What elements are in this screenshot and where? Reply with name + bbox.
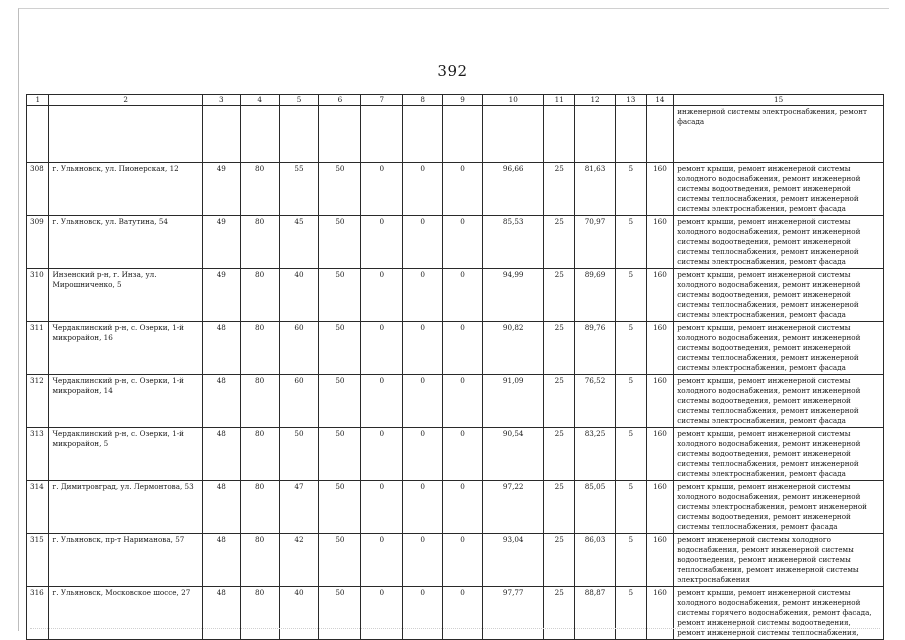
cell-c12: 83,25	[575, 428, 616, 481]
cell-c10: 85,53	[483, 216, 544, 269]
column-header-1: 1	[27, 95, 49, 106]
cell-c6: 50	[319, 428, 361, 481]
column-header-4: 4	[240, 95, 279, 106]
cell-c14: 160	[646, 322, 674, 375]
cell-c9: 0	[443, 534, 483, 587]
cell-c8: 0	[403, 375, 443, 428]
cell-c11: 25	[544, 216, 575, 269]
cell-c14: 160	[646, 428, 674, 481]
cell-c8: 0	[403, 322, 443, 375]
cell-c8	[403, 106, 443, 163]
cell-c6: 50	[319, 163, 361, 216]
cell-c10: 97,22	[483, 481, 544, 534]
cell-c10: 97,77	[483, 587, 544, 640]
table-row	[27, 428, 884, 481]
cell-c6: 50	[319, 216, 361, 269]
cell-c13: 5	[615, 322, 646, 375]
cell-c14: 160	[646, 269, 674, 322]
cell-c5	[279, 106, 319, 163]
table-row	[27, 322, 884, 375]
cell-c9: 0	[443, 216, 483, 269]
cell-c13: 5	[615, 587, 646, 640]
cell-c9: 0	[443, 322, 483, 375]
cell-c2	[49, 106, 202, 163]
cell-c12: 70,97	[575, 216, 616, 269]
cell-c2: Чердаклинский р-н, с. Озерки, 1-й микрорайон, 5	[49, 428, 202, 481]
cell-c4: 80	[240, 163, 279, 216]
cell-c2: Инзенский р-н, г. Инза, ул. Мирошниченко, 5	[49, 269, 202, 322]
column-header-9: 9	[443, 95, 483, 106]
table-row	[27, 375, 884, 428]
cell-c4: 80	[240, 269, 279, 322]
column-header-2: 2	[49, 95, 202, 106]
cell-c5: 42	[279, 534, 319, 587]
column-header-6: 6	[319, 95, 361, 106]
cell-c2: г. Ульяновск, ул. Ватутина, 54	[49, 216, 202, 269]
cell-c8: 0	[403, 534, 443, 587]
cell-c8: 0	[403, 269, 443, 322]
cell-c7: 0	[361, 269, 403, 322]
cell-c11: 25	[544, 481, 575, 534]
cell-c6: 50	[319, 481, 361, 534]
header-row	[27, 95, 884, 106]
cell-c7: 0	[361, 322, 403, 375]
cell-c11: 25	[544, 428, 575, 481]
cell-c11: 25	[544, 375, 575, 428]
cell-c2: г. Ульяновск, пр-т Нариманова, 57	[49, 534, 202, 587]
cell-c9: 0	[443, 163, 483, 216]
cell-c5: 40	[279, 269, 319, 322]
cell-c10: 94,99	[483, 269, 544, 322]
cell-c4	[240, 106, 279, 163]
cell-c1: 312	[27, 375, 49, 428]
cell-c14: 160	[646, 216, 674, 269]
cell-c13: 5	[615, 163, 646, 216]
cell-c1	[27, 106, 49, 163]
cell-c15: ремонт крыши, ремонт инженерной системы холодного водоснабжения, ремонт инженерной системы водоотведения, ремонт инженерной системы теплоснабжения, ремонт инженерной системы электроснабжения, ремонт фасада	[674, 269, 884, 322]
cell-c8: 0	[403, 481, 443, 534]
cell-c1: 315	[27, 534, 49, 587]
cell-c13: 5	[615, 216, 646, 269]
cell-c8: 0	[403, 216, 443, 269]
cell-c12	[575, 106, 616, 163]
cell-c9: 0	[443, 269, 483, 322]
cell-c11: 25	[544, 534, 575, 587]
column-header-7: 7	[361, 95, 403, 106]
column-header-10: 10	[483, 95, 544, 106]
cell-c2: г. Ульяновск, Московское шоссе, 27	[49, 587, 202, 640]
cell-c6: 50	[319, 269, 361, 322]
footer-scan-line	[30, 628, 880, 631]
cell-c5: 55	[279, 163, 319, 216]
column-header-5: 5	[279, 95, 319, 106]
cell-c3: 48	[202, 375, 240, 428]
cell-c4: 80	[240, 216, 279, 269]
cell-c5: 60	[279, 322, 319, 375]
cell-c4: 80	[240, 375, 279, 428]
cell-c2: Чердаклинский р-н, с. Озерки, 1-й микрорайон, 14	[49, 375, 202, 428]
cell-c3: 48	[202, 587, 240, 640]
table-row	[27, 481, 884, 534]
cell-c1: 311	[27, 322, 49, 375]
cell-c13: 5	[615, 269, 646, 322]
cell-c12: 89,76	[575, 322, 616, 375]
cell-c2: г. Ульяновск, ул. Пионерская, 12	[49, 163, 202, 216]
cell-c7: 0	[361, 587, 403, 640]
cell-c7: 0	[361, 163, 403, 216]
continuation-row	[27, 106, 884, 163]
cell-c14: 160	[646, 163, 674, 216]
cell-c5: 45	[279, 216, 319, 269]
cell-c7: 0	[361, 216, 403, 269]
cell-c13: 5	[615, 534, 646, 587]
cell-c15: ремонт крыши, ремонт инженерной системы холодного водоснабжения, ремонт инженерной системы электроснабжения, ремонт инженерной системы водоотведения, ремонт инженерной системы теплоснабжения, ремонт фасада	[674, 481, 884, 534]
cell-c15: инженерной системы электроснабжения, ремонт фасада	[674, 106, 884, 163]
cell-c11: 25	[544, 322, 575, 375]
column-header-12: 12	[575, 95, 616, 106]
cell-c10: 90,54	[483, 428, 544, 481]
cell-c14: 160	[646, 587, 674, 640]
cell-c14: 160	[646, 375, 674, 428]
cell-c3: 48	[202, 481, 240, 534]
cell-c13	[615, 106, 646, 163]
cell-c5: 40	[279, 587, 319, 640]
cell-c6	[319, 106, 361, 163]
column-header-13: 13	[615, 95, 646, 106]
cell-c4: 80	[240, 322, 279, 375]
cell-c6: 50	[319, 534, 361, 587]
cell-c15: ремонт инженерной системы холодного водоснабжения, ремонт инженерной системы водоотведения, ремонт инженерной системы теплоснабжения, ремонт инженерной системы электроснабжения	[674, 534, 884, 587]
cell-c14	[646, 106, 674, 163]
cell-c11: 25	[544, 269, 575, 322]
table-row	[27, 534, 884, 587]
cell-c3: 49	[202, 269, 240, 322]
cell-c13: 5	[615, 428, 646, 481]
cell-c3: 49	[202, 216, 240, 269]
cell-c8: 0	[403, 428, 443, 481]
cell-c13: 5	[615, 375, 646, 428]
column-header-3: 3	[202, 95, 240, 106]
cell-c10: 93,04	[483, 534, 544, 587]
cell-c6: 50	[319, 587, 361, 640]
cell-c6: 50	[319, 322, 361, 375]
cell-c1: 313	[27, 428, 49, 481]
cell-c11: 25	[544, 163, 575, 216]
cell-c9: 0	[443, 587, 483, 640]
cell-c11	[544, 106, 575, 163]
cell-c4: 80	[240, 428, 279, 481]
cell-c3: 48	[202, 428, 240, 481]
cell-c12: 81,63	[575, 163, 616, 216]
cell-c7: 0	[361, 375, 403, 428]
cell-c12: 85,05	[575, 481, 616, 534]
table-row	[27, 587, 884, 640]
cell-c1: 308	[27, 163, 49, 216]
cell-c8: 0	[403, 587, 443, 640]
page-number: 392	[437, 62, 468, 80]
column-header-8: 8	[403, 95, 443, 106]
cell-c7: 0	[361, 428, 403, 481]
cell-c3	[202, 106, 240, 163]
cell-c10	[483, 106, 544, 163]
table-row	[27, 269, 884, 322]
cell-c6: 50	[319, 375, 361, 428]
cell-c5: 60	[279, 375, 319, 428]
cell-c9: 0	[443, 481, 483, 534]
cell-c4: 80	[240, 481, 279, 534]
cell-c12: 89,69	[575, 269, 616, 322]
cell-c7: 0	[361, 534, 403, 587]
cell-c15: ремонт крыши, ремонт инженерной системы холодного водоснабжения, ремонт инженерной системы водоотведения, ремонт инженерной системы теплоснабжения, ремонт инженерной системы электроснабжения, ремонт фасада	[674, 322, 884, 375]
cell-c9	[443, 106, 483, 163]
cell-c10: 90,82	[483, 322, 544, 375]
cell-c1: 314	[27, 481, 49, 534]
column-header-15: 15	[674, 95, 884, 106]
cell-c13: 5	[615, 481, 646, 534]
cell-c12: 88,87	[575, 587, 616, 640]
cell-c9: 0	[443, 375, 483, 428]
cell-c2: г. Димитровград, ул. Лермонтова, 53	[49, 481, 202, 534]
cell-c14: 160	[646, 481, 674, 534]
column-header-11: 11	[544, 95, 575, 106]
cell-c7: 0	[361, 481, 403, 534]
cell-c3: 48	[202, 322, 240, 375]
data-table	[26, 94, 884, 640]
cell-c7	[361, 106, 403, 163]
cell-c15: ремонт крыши, ремонт инженерной системы холодного водоснабжения, ремонт инженерной системы водоотведения, ремонт инженерной системы теплоснабжения, ремонт инженерной системы электроснабжения, ремонт фасада	[674, 375, 884, 428]
cell-c8: 0	[403, 163, 443, 216]
cell-c12: 76,52	[575, 375, 616, 428]
cell-c12: 86,03	[575, 534, 616, 587]
cell-c15: ремонт крыши, ремонт инженерной системы холодного водоснабжения, ремонт инженерной системы водоотведения, ремонт инженерной системы теплоснабжения, ремонт инженерной системы электроснабжения, ремонт фасада	[674, 163, 884, 216]
table-row	[27, 216, 884, 269]
cell-c2: Чердаклинский р-н, с. Озерки, 1-й микрорайон, 16	[49, 322, 202, 375]
cell-c1: 310	[27, 269, 49, 322]
cell-c10: 96,66	[483, 163, 544, 216]
cell-c15: ремонт крыши, ремонт инженерной системы холодного водоснабжения, ремонт инженерной системы горячего водоснабжения, ремонт фасада, ремонт инженерной системы водоотведения, ремонт инженерной системы теплоснабжения,	[674, 587, 884, 640]
cell-c15: ремонт крыши, ремонт инженерной системы холодного водоснабжения, ремонт инженерной системы водоотведения, ремонт инженерной системы теплоснабжения, ремонт инженерной системы электроснабжения, ремонт фасада	[674, 216, 884, 269]
cell-c10: 91,09	[483, 375, 544, 428]
cell-c5: 50	[279, 428, 319, 481]
cell-c11: 25	[544, 587, 575, 640]
cell-c4: 80	[240, 587, 279, 640]
table-row	[27, 163, 884, 216]
cell-c9: 0	[443, 428, 483, 481]
column-header-14: 14	[646, 95, 674, 106]
table-body	[27, 106, 884, 640]
cell-c1: 309	[27, 216, 49, 269]
cell-c3: 48	[202, 534, 240, 587]
cell-c4: 80	[240, 534, 279, 587]
cell-c1: 316	[27, 587, 49, 640]
cell-c3: 49	[202, 163, 240, 216]
cell-c15: ремонт крыши, ремонт инженерной системы холодного водоснабжения, ремонт инженерной системы водоотведения, ремонт инженерной системы теплоснабжения, ремонт инженерной системы электроснабжения, ремонт фасада	[674, 428, 884, 481]
cell-c14: 160	[646, 534, 674, 587]
cell-c5: 47	[279, 481, 319, 534]
